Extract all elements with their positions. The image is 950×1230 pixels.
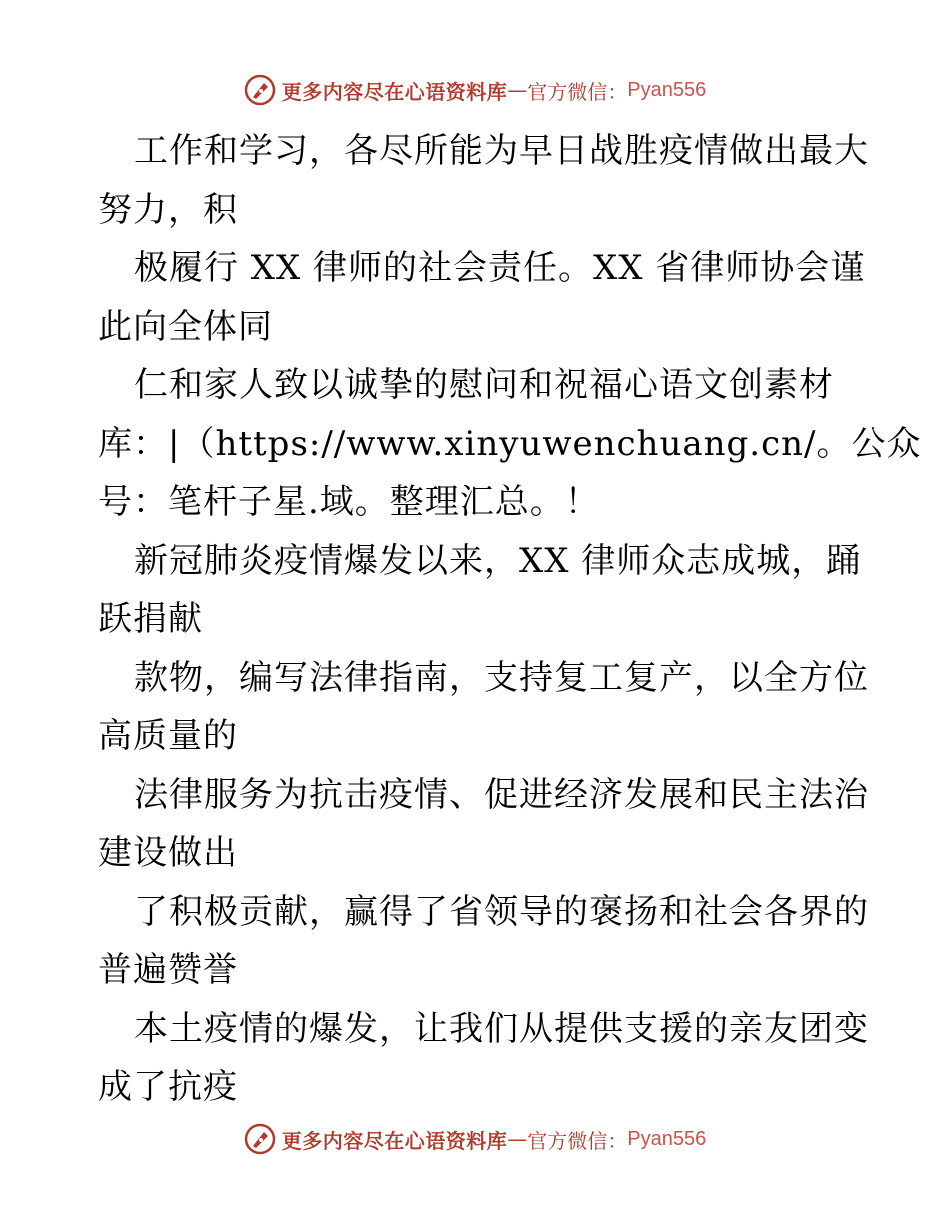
text-line-7: 号：笔杆子星.域。整理汇总。！ bbox=[98, 482, 600, 522]
text-line-4: 此向全体同 bbox=[98, 306, 273, 347]
text-line-2: 努力，积 bbox=[98, 189, 238, 230]
banner-site-text: 更多内容尽在心语资料库 bbox=[281, 79, 508, 104]
text-line-17: 成了抗疫 bbox=[98, 1067, 238, 1107]
pen-nib-logo-icon bbox=[244, 1123, 276, 1155]
text-line-11: 高质量的 bbox=[98, 716, 238, 756]
text-line-12: 法律服务为抗击疫情、促进经济发展和民主法治 bbox=[134, 774, 869, 815]
text-line-6: 库：|（https://www.xinyuwenchuang.cn/。公众 bbox=[98, 423, 922, 464]
text-line-9: 跃捐献 bbox=[98, 599, 203, 639]
text-line-5: 仁和家人致以诚挚的慰问和祝福心语文创素材 bbox=[134, 365, 834, 405]
text-line-13: 建设做出 bbox=[98, 833, 238, 873]
banner-wechat-label: 官方微信： bbox=[527, 1128, 628, 1153]
text-line-16: 本土疫情的爆发，让我们从提供支援的亲友团变 bbox=[134, 1008, 869, 1049]
text-line-1: 工作和学习，各尽所能为早日战胜疫情做出最大 bbox=[134, 131, 869, 171]
document-body bbox=[98, 122, 922, 1117]
text-line-8: 新冠肺炎疫情爆发以来，XX 律师众志成城，踊 bbox=[134, 540, 862, 581]
banner-wechat-id: Pyan556 bbox=[627, 1127, 707, 1150]
header-watermark-banner bbox=[0, 70, 950, 110]
pen-nib-logo-icon bbox=[244, 74, 276, 106]
text-line-3: 极履行 XX 律师的社会责任。XX 省律师协会谨 bbox=[134, 248, 866, 288]
banner-wechat-id: Pyan556 bbox=[627, 78, 707, 101]
banner-site-text: 更多内容尽在心语资料库 bbox=[281, 1128, 508, 1153]
text-line-10: 款物，编写法律指南，支持复工复产，以全方位 bbox=[134, 657, 869, 698]
text-line-15: 普遍赞誉 bbox=[98, 950, 238, 990]
banner-wechat-label: 官方微信： bbox=[527, 79, 628, 104]
footer-watermark-banner bbox=[0, 1119, 950, 1159]
banner-dash: — bbox=[507, 78, 528, 102]
text-line-14: 了积极贡献，赢得了省领导的褒扬和社会各界的 bbox=[134, 891, 869, 932]
banner-dash: — bbox=[507, 1127, 528, 1151]
